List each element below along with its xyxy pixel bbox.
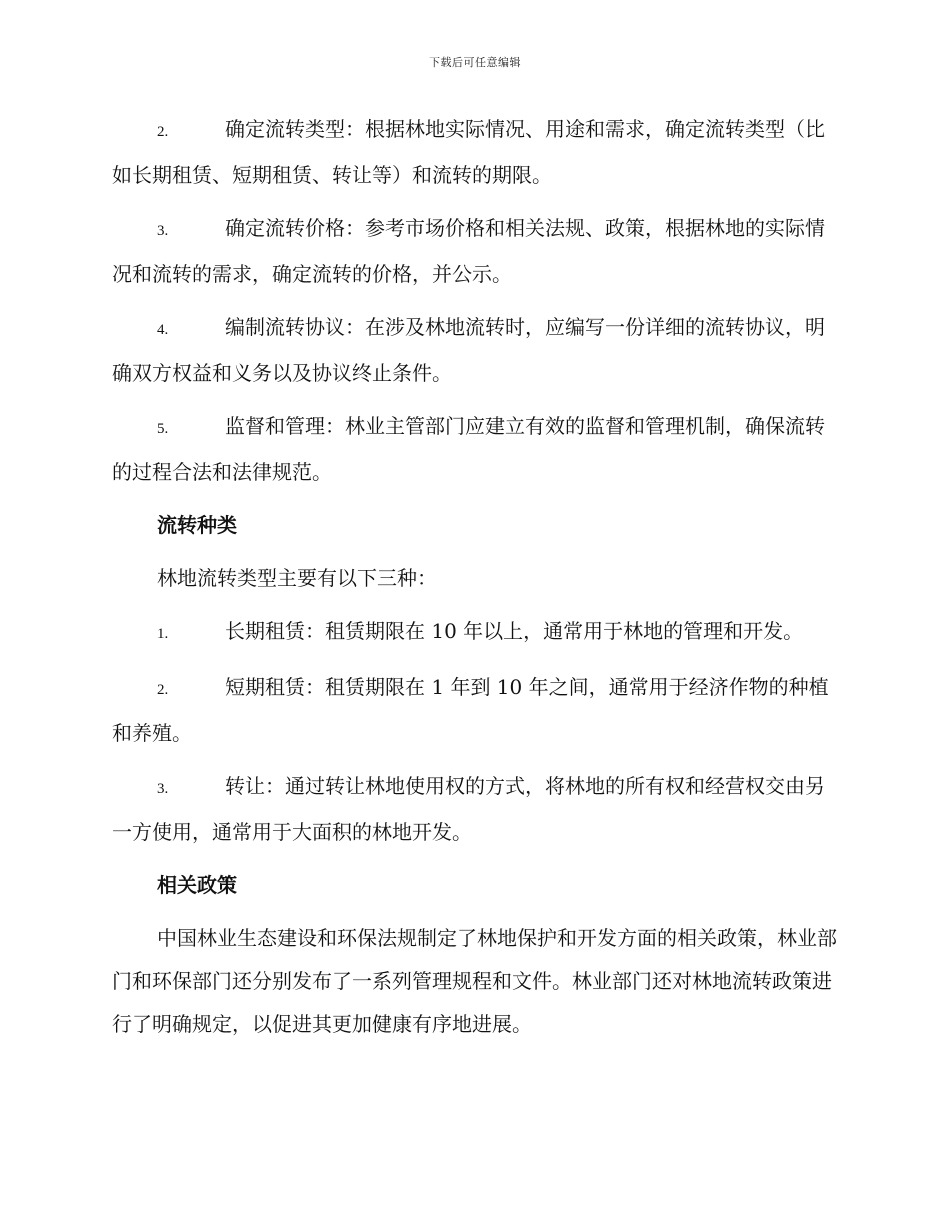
list-item-number: 2. — [157, 682, 169, 698]
list-item-number: 3. — [157, 781, 169, 797]
list-item — [112, 306, 840, 395]
list-item-text: 监督和管理：林业主管部门应建立有效的监督和管理机制，确保流转的过程合法和法律规范。 — [112, 414, 825, 484]
list-item-number: 3. — [157, 223, 169, 239]
section-intro: 林地流转类型主要有以下三种： — [157, 566, 437, 590]
document-body — [112, 108, 840, 1046]
list-item-text: 转让：通过转让林地使用权的方式，将林地的所有权和经营权交由另一方使用，通常用于大面积的林地开发。 — [112, 774, 825, 844]
list-item-text: 长期租赁：租赁期限在 10 年以上，通常用于林地的管理和开发。 — [225, 619, 804, 643]
list-item-text: 确定流转类型：根据林地实际情况、用途和需求，确定流转类型（比如长期租赁、短期租赁、转让等）和流转的期限。 — [112, 117, 825, 187]
list-item — [112, 666, 840, 755]
list-item — [112, 765, 840, 854]
list-item-number: 2. — [157, 124, 169, 140]
list-item — [112, 207, 840, 296]
page-header: 下载后可任意编辑 — [429, 56, 521, 69]
section-heading-related-policies: 相关政策 — [157, 873, 237, 897]
list-item-number: 5. — [157, 421, 169, 437]
list-item — [112, 108, 840, 197]
list-item-text: 确定流转价格：参考市场价格和相关法规、政策，根据林地的实际情况和流转的需求，确定流转的价格，并公示。 — [112, 216, 825, 286]
policy-paragraph: 中国林业生态建设和环保法规制定了林地保护和开发方面的相关政策，林业部门和环保部门还分别发布了一系列管理规程和文件。林业部门还对林地流转政策进行了明确规定，以促进其更加健康有序地进展。 — [112, 926, 837, 1036]
section-heading-transfer-types: 流转种类 — [157, 513, 237, 537]
list-item — [112, 610, 840, 656]
list-item-number: 1. — [157, 626, 169, 642]
list-item-text: 编制流转协议：在涉及林地流转时，应编写一份详细的流转协议，明确双方权益和义务以及协议终止条件。 — [112, 315, 825, 385]
list-item — [112, 405, 840, 494]
list-item-text: 短期租赁：租赁期限在 1 年到 10 年之间，通常用于经济作物的种植和养殖。 — [112, 675, 829, 745]
list-item-number: 4. — [157, 322, 169, 338]
